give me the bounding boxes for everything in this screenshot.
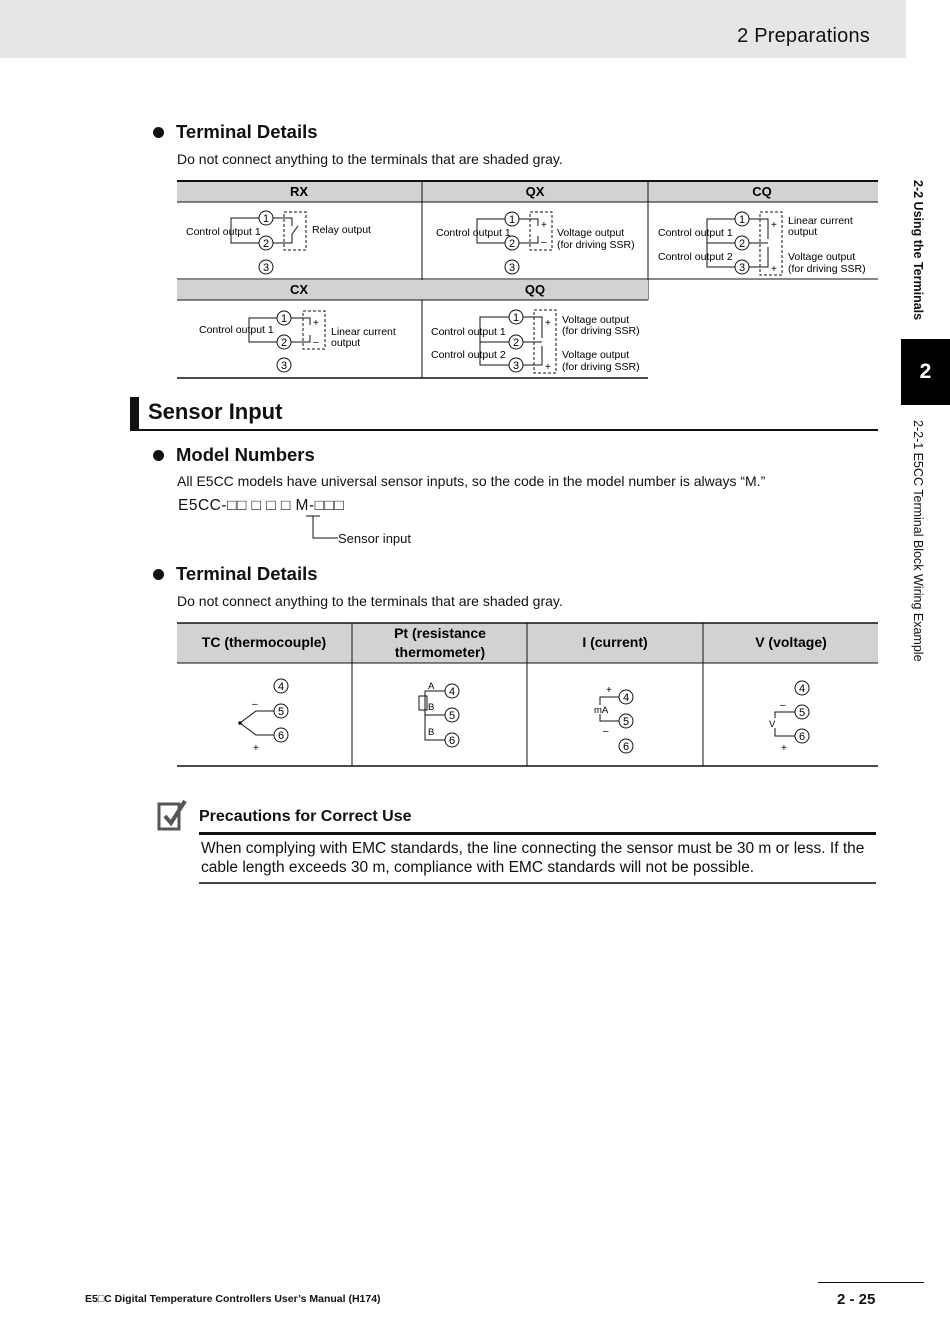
svg-text:Control output 1: Control output 1 (186, 226, 261, 238)
svg-text:1: 1 (738, 214, 746, 226)
svg-text:3: 3 (508, 262, 516, 274)
terminal-note-2: Do not connect anything to the terminals that are shaded gray. (177, 593, 563, 609)
svg-text:2: 2 (262, 238, 270, 250)
svg-text:1: 1 (508, 214, 516, 226)
svg-text:1: 1 (512, 312, 520, 324)
svg-text:V: V (769, 719, 776, 730)
model-numbers-heading (153, 444, 315, 466)
column-pt-line1: Pt (resistance (394, 625, 486, 641)
column-i: I (current) (582, 634, 648, 650)
heading-text: Terminal Details (176, 563, 318, 584)
svg-text:Voltage output: Voltage output (557, 227, 625, 239)
voltage-diagram (769, 681, 809, 754)
heading-text: Terminal Details (176, 121, 318, 142)
model-numbers-text: All E5CC models have universal sensor inputs, so the code in the model number is always “M.” (177, 473, 766, 489)
cx-diagram (199, 311, 396, 372)
sensor-input-callout: Sensor input (338, 531, 411, 546)
svg-text:3: 3 (512, 360, 520, 372)
svg-text:2: 2 (280, 337, 288, 349)
svg-text:4: 4 (448, 686, 456, 698)
svg-text:+: + (313, 318, 319, 329)
svg-text:B: B (428, 727, 435, 738)
qq-diagram (431, 310, 640, 373)
section-title-sensor-input (130, 397, 878, 431)
svg-text:–: – (313, 337, 319, 348)
svg-text:–: – (541, 237, 547, 248)
pt-diagram (419, 681, 459, 747)
svg-text:+: + (606, 685, 612, 696)
svg-text:Voltage output: Voltage output (788, 251, 856, 263)
column-v: V (voltage) (755, 634, 827, 650)
svg-text:(for driving SSR): (for driving SSR) (788, 263, 866, 275)
svg-text:3: 3 (262, 262, 270, 274)
svg-text:4: 4 (622, 692, 630, 704)
svg-text:6: 6 (277, 730, 285, 742)
precautions-top-rule (199, 832, 876, 835)
column-rx: RX (289, 184, 309, 199)
svg-text:5: 5 (277, 706, 285, 718)
svg-text:Control output 1: Control output 1 (436, 227, 511, 239)
bullet-icon (153, 569, 164, 580)
svg-text:output: output (788, 226, 818, 238)
svg-text:6: 6 (798, 731, 806, 743)
page-number: 2 - 25 (837, 1291, 876, 1308)
bullet-icon (153, 450, 164, 461)
svg-text:3: 3 (738, 262, 746, 274)
svg-text:Linear current: Linear current (788, 215, 853, 227)
svg-text:Voltage output: Voltage output (562, 349, 630, 361)
svg-text:Control output 1: Control output 1 (658, 227, 733, 239)
svg-text:Control output 2: Control output 2 (431, 349, 506, 361)
column-pt-line2: thermometer) (394, 644, 486, 660)
svg-text:mA: mA (594, 705, 609, 716)
precautions-bottom-rule (199, 882, 876, 884)
svg-text:Voltage output: Voltage output (562, 314, 630, 326)
footer-rule (818, 1282, 924, 1283)
svg-text:Linear current: Linear current (331, 326, 396, 338)
sensor-callout-line (300, 512, 340, 542)
svg-text:1: 1 (280, 313, 288, 325)
svg-text:Control output 1: Control output 1 (199, 324, 274, 336)
column-qx: QX (525, 184, 545, 199)
svg-text:5: 5 (798, 707, 806, 719)
svg-text:output: output (331, 337, 361, 349)
qx-diagram (436, 212, 635, 274)
svg-text:1: 1 (262, 213, 270, 225)
svg-text:–: – (252, 699, 258, 710)
svg-text:(for driving SSR): (for driving SSR) (562, 325, 640, 337)
column-tc: TC (thermocouple) (201, 634, 327, 650)
svg-text:+: + (541, 220, 547, 231)
model-code: E5CC-□□ □ □ □ M-□□□ (178, 497, 345, 514)
side-subsection-label: 2-2-1 E5CC Terminal Block Wiring Example (911, 420, 925, 662)
svg-text:+: + (545, 362, 551, 373)
svg-text:5: 5 (448, 710, 456, 722)
tc-diagram (238, 679, 288, 754)
precautions-title: Precautions for Correct Use (199, 808, 412, 825)
precautions-body: When complying with EMC standards, the line connecting the sensor must be 30 m or less. If the cable length exceeds 30 m, compliance with EMC standards will not be possible. (201, 840, 865, 876)
section-title-text: Sensor Input (148, 399, 283, 424)
svg-text:2: 2 (508, 238, 516, 250)
footer-manual-title: E5□C Digital Temperature Controllers User’s Manual (H174) (85, 1293, 381, 1305)
rx-diagram (186, 211, 371, 274)
column-qq: QQ (524, 282, 546, 297)
terminal-details-heading-2 (153, 563, 318, 585)
svg-text:4: 4 (798, 683, 806, 695)
svg-text:4: 4 (277, 681, 285, 693)
chapter-title: 2 Preparations (737, 25, 870, 47)
svg-text:6: 6 (448, 735, 456, 747)
chapter-tab: 2 (901, 339, 950, 405)
svg-text:3: 3 (280, 360, 288, 372)
svg-text:(for driving SSR): (for driving SSR) (557, 239, 635, 251)
svg-text:5: 5 (622, 716, 630, 728)
svg-text:A: A (428, 681, 435, 692)
svg-text:+: + (771, 220, 777, 231)
svg-text:–: – (780, 700, 786, 711)
svg-text:+: + (545, 318, 551, 329)
column-cx: CX (289, 282, 309, 297)
svg-text:Control output 2: Control output 2 (658, 251, 733, 263)
svg-text:2: 2 (738, 238, 746, 250)
side-section-label: 2-2 Using the Terminals (911, 180, 925, 321)
svg-text:Control output 1: Control output 1 (431, 326, 506, 338)
svg-text:+: + (781, 743, 787, 754)
svg-text:Relay output: Relay output (312, 224, 371, 236)
section-bar (130, 397, 139, 429)
svg-text:+: + (771, 264, 777, 275)
terminal-note-1: Do not connect anything to the terminals that are shaded gray. (177, 151, 563, 167)
current-diagram (594, 685, 633, 753)
sensor-terminal-table (0, 600, 950, 780)
svg-text:B: B (428, 702, 435, 713)
heading-text: Model Numbers (176, 444, 315, 465)
precautions-icon (157, 798, 189, 832)
svg-text:2: 2 (512, 337, 520, 349)
cq-diagram (658, 212, 866, 275)
svg-text:(for driving SSR): (for driving SSR) (562, 361, 640, 373)
svg-text:–: – (603, 726, 609, 737)
svg-text:6: 6 (622, 741, 630, 753)
column-cq: CQ (752, 184, 772, 199)
output-terminal-table (0, 0, 950, 400)
svg-text:+: + (253, 743, 259, 754)
